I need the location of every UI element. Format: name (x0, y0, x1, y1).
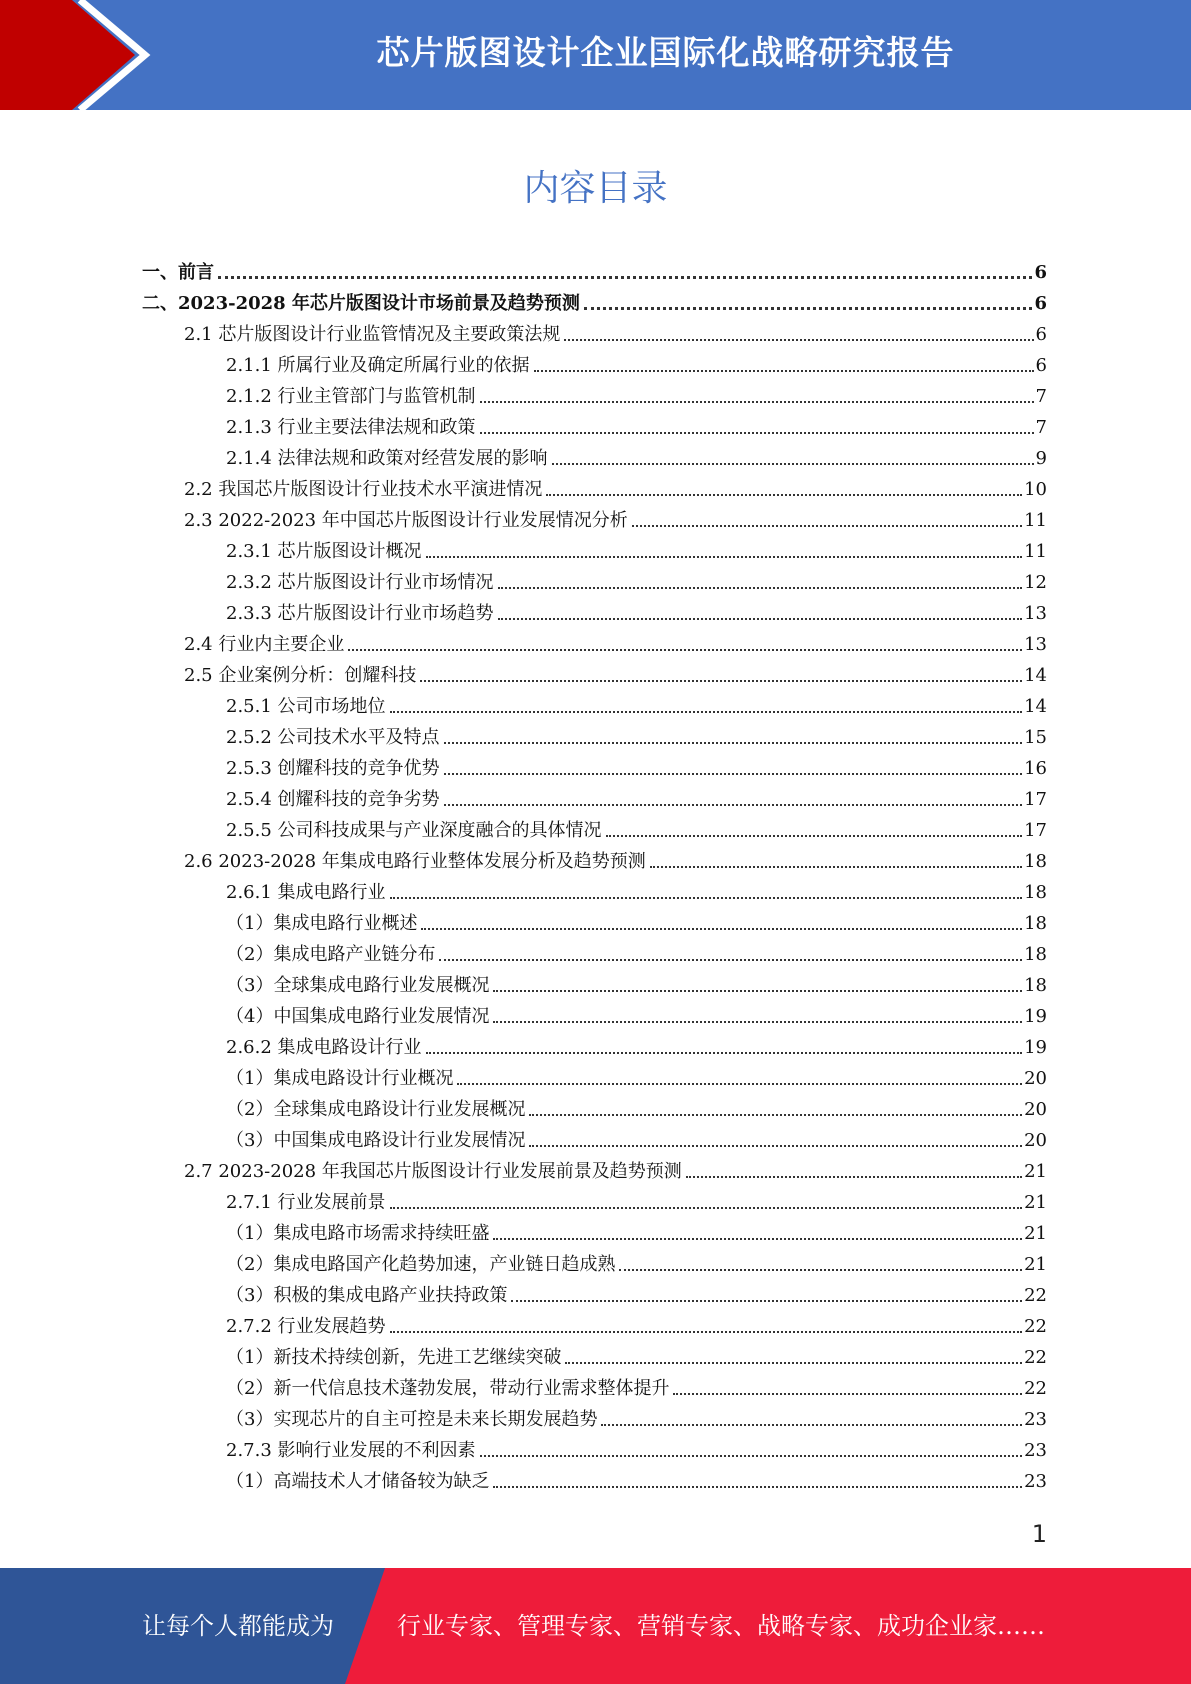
toc-entry-label: 2.6.2 集成电路设计行业 (226, 1037, 422, 1058)
toc-entry-label: 2.7.2 行业发展趋势 (226, 1316, 386, 1337)
toc-entry-page: 22 (1024, 1347, 1047, 1368)
toc-dot-leader (564, 339, 1033, 341)
toc-entry-label: （3）积极的集成电路产业扶持政策 (226, 1285, 508, 1306)
toc-entry-label: 2.7.3 影响行业发展的不利因素 (226, 1440, 476, 1461)
toc-entry[interactable] (226, 749, 1047, 780)
toc-entry-page: 6 (1034, 262, 1047, 283)
toc-dot-leader (444, 742, 1023, 744)
toc-entry[interactable] (226, 594, 1047, 625)
toc-entry[interactable] (184, 625, 1047, 656)
toc-entry-label: （1）集成电路行业概述 (226, 913, 418, 934)
header-chevron-decoration (0, 0, 160, 110)
toc-entry[interactable] (184, 1152, 1047, 1183)
toc-entry-label: （2）集成电路产业链分布 (226, 944, 436, 965)
toc-entry-page: 18 (1024, 851, 1047, 872)
toc-entry-label: （3）中国集成电路设计行业发展情况 (226, 1130, 526, 1151)
toc-entry-label: 2.5.1 公司市场地位 (226, 696, 386, 717)
toc-entry[interactable] (226, 1369, 1047, 1400)
toc-entry-page: 14 (1024, 665, 1047, 686)
toc-dot-leader (421, 928, 1022, 930)
toc-entry-label: 二、2023-2028 年芯片版图设计市场前景及趋势预测 (142, 293, 580, 314)
toc-entry-label: 一、前言 (142, 262, 214, 283)
toc-entry-page: 18 (1024, 975, 1047, 996)
toc-entry-page: 11 (1024, 541, 1047, 562)
toc-entry[interactable] (226, 935, 1047, 966)
toc-entry[interactable] (226, 377, 1047, 408)
toc-entry-label: 2.3.1 芯片版图设计概况 (226, 541, 422, 562)
toc-entry-page: 6 (1034, 293, 1047, 314)
toc-entry-label: （1）集成电路市场需求持续旺盛 (226, 1223, 490, 1244)
toc-entry[interactable] (184, 501, 1047, 532)
report-title: 芯片版图设计企业国际化战略研究报告 (376, 33, 955, 72)
page-number: 1 (1031, 1520, 1047, 1548)
toc-entry-page: 12 (1024, 572, 1047, 593)
toc-entry[interactable] (142, 253, 1047, 284)
toc-entry-page: 13 (1024, 603, 1047, 624)
toc-entry-label: 2.7 2023-2028 年我国芯片版图设计行业发展前景及趋势预测 (184, 1161, 682, 1182)
toc-entry[interactable] (226, 346, 1047, 377)
toc-entry[interactable] (226, 1338, 1047, 1369)
toc-entry[interactable] (226, 997, 1047, 1028)
toc-entry[interactable] (226, 1431, 1047, 1462)
toc-entry-page: 9 (1035, 448, 1047, 469)
toc-entry-page: 19 (1024, 1037, 1047, 1058)
toc-entry-label: 2.3.3 芯片版图设计行业市场趋势 (226, 603, 494, 624)
toc-entry-page: 22 (1024, 1378, 1047, 1399)
toc-entry-page: 15 (1024, 727, 1047, 748)
toc-entry-label: （1）高端技术人才储备较为缺乏 (226, 1471, 490, 1492)
toc-entry[interactable] (226, 1245, 1047, 1276)
toc-entry[interactable] (226, 687, 1047, 718)
toc-entry[interactable] (226, 873, 1047, 904)
toc-entry-page: 14 (1024, 696, 1047, 717)
toc-dot-leader (650, 866, 1022, 868)
toc-entry-label: （2）新一代信息技术蓬勃发展，带动行业需求整体提升 (226, 1378, 670, 1399)
toc-entry-label: 2.2 我国芯片版图设计行业技术水平演进情况 (184, 479, 543, 500)
toc-entry-label: 2.5.3 创耀科技的竞争优势 (226, 758, 440, 779)
toc-dot-leader (426, 556, 1023, 558)
toc-entry[interactable] (184, 470, 1047, 501)
toc-dot-leader (584, 307, 1033, 310)
toc-dot-leader (565, 1362, 1022, 1364)
toc-dot-leader (493, 1486, 1022, 1488)
toc-dot-leader (480, 1455, 1023, 1457)
toc-entry-label: 2.1.4 法律法规和政策对经营发展的影响 (226, 448, 548, 469)
toc-entry-page: 18 (1024, 882, 1047, 903)
toc-dot-leader (426, 1052, 1023, 1054)
toc-entry-page: 20 (1024, 1130, 1047, 1151)
toc-dot-leader (498, 618, 1023, 620)
toc-dot-leader (493, 990, 1022, 992)
toc-dot-leader (480, 401, 1034, 403)
toc-entry-label: 2.3.2 芯片版图设计行业市场情况 (226, 572, 494, 593)
toc-entry-page: 22 (1024, 1285, 1047, 1306)
toc-entry-label: 2.3 2022-2023 年中国芯片版图设计行业发展情况分析 (184, 510, 628, 531)
toc-entry-label: （1）集成电路设计行业概况 (226, 1068, 454, 1089)
toc-dot-leader (390, 711, 1023, 713)
toc-entry-page: 17 (1024, 789, 1047, 810)
toc-entry[interactable] (226, 1400, 1047, 1431)
toc-entry[interactable] (226, 780, 1047, 811)
toc-entry-page: 19 (1024, 1006, 1047, 1027)
toc-dot-leader (534, 370, 1034, 372)
toc-entry[interactable] (142, 284, 1047, 315)
toc-entry[interactable] (226, 904, 1047, 935)
toc-entry[interactable] (226, 1059, 1047, 1090)
toc-entry[interactable] (226, 1028, 1047, 1059)
toc-entry[interactable] (226, 1214, 1047, 1245)
toc-entry-page: 7 (1035, 386, 1047, 407)
toc-entry-label: 2.1.2 行业主管部门与监管机制 (226, 386, 476, 407)
header-band (0, 0, 1191, 110)
toc-entry[interactable] (226, 718, 1047, 749)
toc-entry[interactable] (226, 439, 1047, 470)
toc-dot-leader (601, 1424, 1022, 1426)
toc-dot-leader (686, 1176, 1022, 1178)
toc-entry-page: 22 (1024, 1316, 1047, 1337)
footer-slogan-right: 行业专家、管理专家、营销专家、战略专家、成功企业家…… (397, 1612, 1045, 1640)
toc-entry-label: （4）中国集成电路行业发展情况 (226, 1006, 490, 1027)
toc-entry-label: 2.6.1 集成电路行业 (226, 882, 386, 903)
toc-dot-leader (390, 897, 1023, 899)
toc-entry-label: 2.5.4 创耀科技的竞争劣势 (226, 789, 440, 810)
toc-dot-leader (218, 276, 1032, 279)
toc-entry-page: 7 (1035, 417, 1047, 438)
toc-dot-leader (444, 773, 1023, 775)
toc-entry-page: 18 (1024, 913, 1047, 934)
toc-entry[interactable] (184, 315, 1047, 346)
toc-entry-page: 21 (1024, 1192, 1047, 1213)
footer-band (0, 1568, 1191, 1684)
toc-dot-leader (348, 649, 1022, 651)
toc-entry-label: 2.6 2023-2028 年集成电路行业整体发展分析及趋势预测 (184, 851, 646, 872)
toc-entry-page: 16 (1024, 758, 1047, 779)
toc-entry[interactable] (184, 656, 1047, 687)
toc-dot-leader (529, 1114, 1022, 1116)
toc-entry-label: 2.5.5 公司科技成果与产业深度融合的具体情况 (226, 820, 602, 841)
toc-entry-page: 23 (1024, 1471, 1047, 1492)
toc-entry[interactable] (226, 1121, 1047, 1152)
toc-entry[interactable] (226, 811, 1047, 842)
toc-dot-leader (420, 680, 1022, 682)
toc-entry-page: 6 (1035, 324, 1047, 345)
toc-dot-leader (606, 835, 1023, 837)
toc-entry-label: 2.1.3 行业主要法律法规和政策 (226, 417, 476, 438)
toc-dot-leader (493, 1021, 1022, 1023)
toc-entry-page: 20 (1024, 1068, 1047, 1089)
toc-entry[interactable] (226, 1462, 1047, 1493)
toc-entry-label: 2.1.1 所属行业及确定所属行业的依据 (226, 355, 530, 376)
toc-entry-label: 2.1 芯片版图设计行业监管情况及主要政策法规 (184, 324, 561, 345)
toc-entry-page: 21 (1024, 1161, 1047, 1182)
toc-dot-leader (673, 1393, 1022, 1395)
toc-heading: 内容目录 (523, 168, 668, 209)
toc-entry[interactable] (226, 408, 1047, 439)
toc-entry[interactable] (226, 532, 1047, 563)
toc-dot-leader (390, 1207, 1023, 1209)
toc-entry-page: 18 (1024, 944, 1047, 965)
toc-entry-page: 10 (1024, 479, 1047, 500)
toc-entry-page: 6 (1035, 355, 1047, 376)
toc-entry-label: 2.7.1 行业发展前景 (226, 1192, 386, 1213)
toc-entry[interactable] (184, 842, 1047, 873)
toc-entry-page: 21 (1024, 1223, 1047, 1244)
toc-entry[interactable] (226, 1090, 1047, 1121)
toc-entry-label: （3）实现芯片的自主可控是未来长期发展趋势 (226, 1409, 598, 1430)
toc-dot-leader (619, 1269, 1022, 1271)
toc-entry-label: （1）新技术持续创新，先进工艺继续突破 (226, 1347, 562, 1368)
toc-dot-leader (511, 1300, 1022, 1302)
toc-entry[interactable] (226, 1183, 1047, 1214)
toc-entry-page: 23 (1024, 1409, 1047, 1430)
toc-dot-leader (632, 525, 1022, 527)
toc-dot-leader (493, 1238, 1022, 1240)
toc-dot-leader (457, 1083, 1022, 1085)
toc-entry-page: 23 (1024, 1440, 1047, 1461)
toc-entry[interactable] (226, 966, 1047, 997)
toc-entry[interactable] (226, 1276, 1047, 1307)
toc-dot-leader (498, 587, 1023, 589)
toc-entry[interactable] (226, 1307, 1047, 1338)
toc-entry-label: （2）全球集成电路设计行业发展概况 (226, 1099, 526, 1120)
toc-entry[interactable] (226, 563, 1047, 594)
toc-entry-label: 2.4 行业内主要企业 (184, 634, 345, 655)
toc-entry-page: 13 (1024, 634, 1047, 655)
toc-dot-leader (444, 804, 1023, 806)
toc-entry-label: （2）集成电路国产化趋势加速，产业链日趋成熟 (226, 1254, 616, 1275)
toc-dot-leader (552, 463, 1034, 465)
toc-entry-page: 21 (1024, 1254, 1047, 1275)
toc-entry-page: 17 (1024, 820, 1047, 841)
toc-dot-leader (529, 1145, 1022, 1147)
toc-dot-leader (546, 494, 1022, 496)
toc-entry-label: 2.5.2 公司技术水平及特点 (226, 727, 440, 748)
footer-slogan-left: 让每个人都能成为 (142, 1612, 334, 1640)
toc-dot-leader (480, 432, 1034, 434)
toc-entry-page: 11 (1024, 510, 1047, 531)
toc-entry-label: （3）全球集成电路行业发展概况 (226, 975, 490, 996)
toc-entry-page: 20 (1024, 1099, 1047, 1120)
toc-dot-leader (390, 1331, 1023, 1333)
toc-entry-label: 2.5 企业案例分析：创耀科技 (184, 665, 417, 686)
toc-dot-leader (439, 959, 1022, 961)
